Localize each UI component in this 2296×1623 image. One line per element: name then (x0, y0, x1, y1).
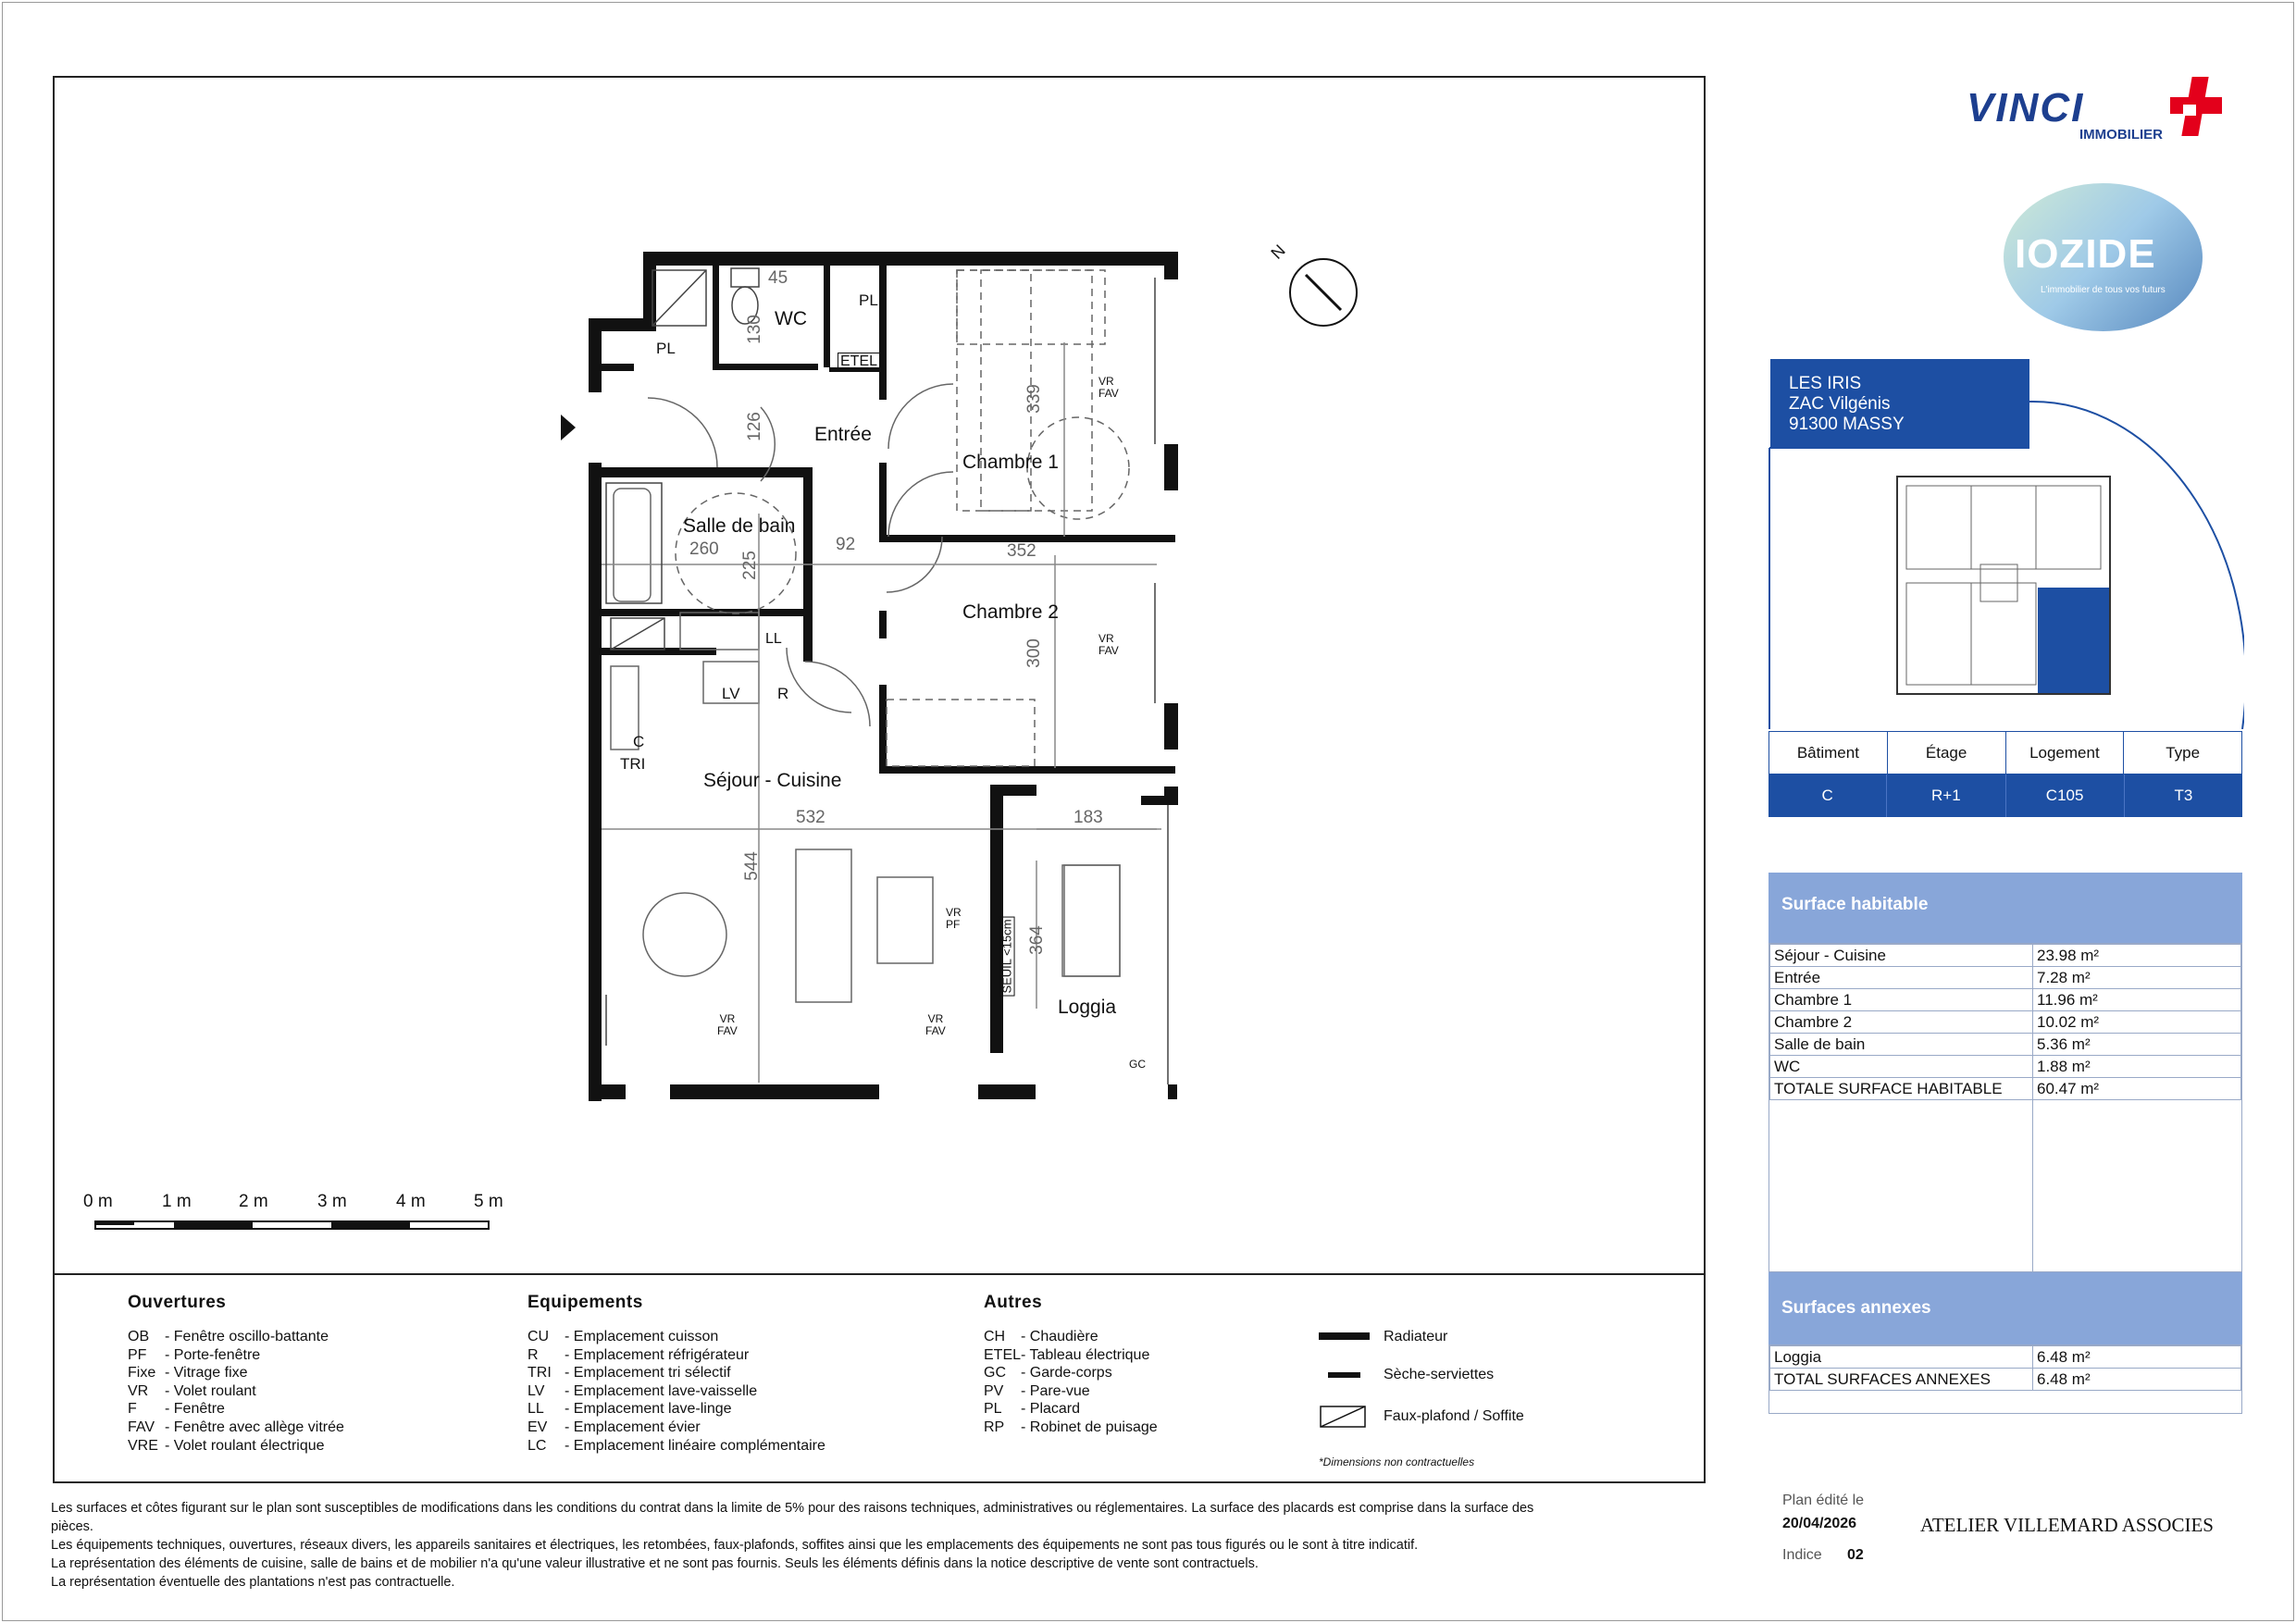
dim-260: 260 (689, 539, 719, 559)
legend-item (527, 1437, 825, 1456)
legend-autres (984, 1293, 1158, 1437)
legend-label: Fenêtre avec allège vitrée (173, 1419, 344, 1435)
legend-code: LC (527, 1437, 547, 1454)
legend-code: R (527, 1346, 539, 1363)
legend-item (527, 1400, 825, 1419)
legend-code: OB (128, 1329, 150, 1344)
legend-label: Volet roulant électrique (173, 1437, 325, 1454)
legend-label: Emplacement linéaire complémentaire (573, 1437, 825, 1454)
scale-5: 5 m (474, 1192, 503, 1211)
legend-code: GC (984, 1365, 1006, 1381)
legend-code: LV (527, 1382, 545, 1399)
surface-value: 1.88 m² (2033, 1056, 2241, 1078)
legend-code: CU (527, 1329, 550, 1344)
legend-label: Emplacement tri sélectif (573, 1365, 731, 1381)
legend-separator: - (1021, 1346, 1030, 1363)
disclaimer-line: Les surfaces et côtes figurant sur le plan sont susceptibles de modifications dans les conditions du contrat dans la limite de 5% pour des raisons techniques, administratives ou réglementaires. La surface des placards est comprise dans la surface des pièces. (51, 1501, 1534, 1534)
program-logo-tagline: L'immobilier de tous vos futurs (2041, 285, 2166, 295)
surface-value: 6.48 m² (2033, 1346, 2241, 1369)
scale-2: 2 m (239, 1192, 268, 1211)
legend-item (128, 1382, 344, 1401)
legend-ouvertures (128, 1293, 344, 1455)
surface-label: Chambre 2 (1770, 1011, 2033, 1034)
vr-tag-south1: VR FAV (717, 1012, 738, 1037)
plan-date: 20/04/2026 (1782, 1516, 1857, 1531)
gc-label: GC (1129, 1058, 1146, 1071)
dim-339: 339 (1024, 384, 1044, 414)
surface-label: Chambre 1 (1770, 989, 2033, 1011)
surface-label: Entrée (1770, 967, 2033, 989)
legend-label: Robinet de puisage (1029, 1419, 1158, 1435)
legend-separator: - (565, 1437, 574, 1454)
indice-label: Indice (1782, 1547, 1822, 1563)
legend-label: Volet roulant (173, 1382, 256, 1399)
scale-1: 1 m (162, 1192, 192, 1211)
surface-value: 7.28 m² (2033, 967, 2241, 989)
info-value-type: T3 (2174, 787, 2193, 804)
legend-item (984, 1346, 1158, 1365)
legend-separator: - (1021, 1365, 1030, 1381)
disclaimer-line: Les équipements techniques, ouvertures, réseaux divers, les appareils sanitaires et électriques, les retombées, faux-plafonds, soffites ainsi que les emplacements des équipements ne sont pas tous figurés ou le sont à titre indicatif. (51, 1538, 1419, 1553)
info-table (1769, 731, 2242, 817)
legend-separator: - (565, 1346, 574, 1363)
table-row (1770, 1011, 2241, 1034)
legend-separator: - (1021, 1401, 1030, 1418)
legend-label: Garde-corps (1029, 1365, 1112, 1381)
legend-label: Emplacement lave-vaisselle (573, 1382, 758, 1399)
disclaimer-line: La représentation des éléments de cuisine, salle de bains et de mobilier n'a qu'une valeur illustrative et ne sont pas fournis. Seuls les éléments définis dans la notice descriptive de vente sont contractuels. (51, 1556, 1259, 1571)
surface-habitable-table (1769, 943, 2242, 1272)
surface-label: Salle de bain (1770, 1034, 2033, 1056)
program-logo-text: IOZIDE (2015, 231, 2156, 277)
legend-separator: - (565, 1401, 574, 1418)
legend-faux-plafond: Faux-plafond / Soffite (1384, 1408, 1524, 1424)
room-chambre2: Chambre 2 (962, 601, 1059, 623)
vinci-cross-icon (2170, 77, 2226, 142)
address-line1: LES IRIS (1789, 374, 1862, 393)
dim-364: 364 (1026, 925, 1047, 955)
legend-code: FAV (128, 1419, 155, 1435)
etel-label: ETEL (838, 353, 880, 371)
indice-value: 02 (1847, 1547, 1864, 1563)
info-header-logement: Logement (2006, 732, 2125, 774)
surface-label: Séjour - Cuisine (1770, 945, 2033, 967)
dim-126: 126 (744, 412, 764, 441)
surface-label: WC (1770, 1056, 2033, 1078)
table-row (1770, 1078, 2241, 1100)
legend-label: Tableau électrique (1029, 1346, 1150, 1363)
scale-0: 0 m (83, 1192, 113, 1211)
vr-tag-ch2: VR FAV (1098, 632, 1119, 657)
legend-code: F (128, 1401, 137, 1418)
legend-separator: - (1021, 1419, 1030, 1435)
address-line3: 91300 MASSY (1789, 415, 1905, 434)
legend-item (527, 1364, 825, 1382)
legend-separator: - (565, 1365, 574, 1381)
dim-225: 225 (739, 551, 760, 580)
surfaces-annexes-table (1769, 1344, 2242, 1414)
legend-item (527, 1382, 825, 1401)
legend-separator: - (165, 1437, 174, 1454)
scale-3: 3 m (317, 1192, 347, 1211)
dim-300: 300 (1024, 638, 1044, 668)
legend-equipements (527, 1293, 825, 1455)
info-value-batiment: C (1769, 774, 1887, 817)
dim-45: 45 (768, 268, 788, 288)
legend-item (128, 1419, 344, 1437)
legend-label: Pare-vue (1029, 1382, 1090, 1399)
surface-value: 60.47 m² (2033, 1078, 2241, 1100)
legend-ouvertures-title: Ouvertures (128, 1293, 227, 1312)
surface-value: 6.48 m² (2033, 1369, 2241, 1391)
r-label: R (777, 685, 789, 702)
disclaimer-line: La représentation éventuelle des plantations n'est pas contractuelle. (51, 1575, 455, 1590)
legend-seche: Sèche-serviettes (1384, 1367, 1495, 1382)
legend-code: PV (984, 1382, 1004, 1399)
plan-edite-label: Plan édité le (1782, 1493, 1865, 1508)
ll-label: LL (765, 631, 782, 647)
legend-code: PL (984, 1401, 1002, 1418)
table-row (1770, 1369, 2241, 1391)
table-row (1770, 989, 2241, 1011)
surfaces-annexes-header: Surfaces annexes (1769, 1272, 2242, 1344)
legend-code: TRI (527, 1365, 552, 1381)
info-value-logement: C105 (2006, 774, 2125, 817)
room-sejour: Séjour - Cuisine (703, 770, 842, 791)
scale-4: 4 m (396, 1192, 426, 1211)
legend-radiateur: Radiateur (1384, 1329, 1448, 1344)
legend-item (128, 1346, 344, 1365)
legend-separator: - (165, 1365, 174, 1381)
legend-label: Vitrage fixe (173, 1365, 248, 1381)
legend-item (128, 1437, 344, 1456)
legend-code: PF (128, 1346, 147, 1363)
surface-label: TOTAL SURFACES ANNEXES (1770, 1369, 2033, 1391)
legend-separator: - (165, 1346, 174, 1363)
legend-separator: - (1021, 1382, 1030, 1399)
legend-separator: - (565, 1382, 574, 1399)
vr-tag-south2: VR FAV (925, 1012, 946, 1037)
vinci-logo-sub: IMMOBILIER (2079, 127, 2163, 142)
lv-label: LV (722, 685, 740, 702)
room-wc: WC (775, 308, 807, 329)
table-row (1770, 1034, 2241, 1056)
legend-item (527, 1346, 825, 1365)
legend-code: RP (984, 1419, 1005, 1435)
program-logo (2004, 183, 2203, 331)
legend-label: Emplacement réfrigérateur (573, 1346, 750, 1363)
surface-value: 10.02 m² (2033, 1011, 2241, 1034)
legend-item (128, 1328, 344, 1346)
legend-item (984, 1382, 1158, 1401)
seuil-label: SEUIL <15cm (999, 916, 1015, 996)
surface-habitable-header: Surface habitable (1769, 873, 2242, 943)
legend-separator: - (1021, 1329, 1030, 1344)
table-row (1770, 1056, 2241, 1078)
legend-item (984, 1419, 1158, 1437)
vinci-logo (1967, 85, 2235, 153)
legend-separator: - (165, 1419, 174, 1435)
legend-item (984, 1400, 1158, 1419)
legend-label: Fenêtre (173, 1401, 225, 1418)
surface-label: Loggia (1770, 1346, 2033, 1369)
legend-label: Emplacement cuisson (573, 1329, 719, 1344)
architect-name: ATELIER VILLEMARD ASSOCIES (1920, 1514, 2214, 1536)
surface-value: 5.36 m² (2033, 1034, 2241, 1056)
legend-code: CH (984, 1329, 1006, 1344)
dim-544: 544 (741, 851, 762, 881)
c-label: C (633, 733, 645, 750)
dim-532: 532 (796, 808, 825, 827)
legend-code: EV (527, 1419, 548, 1435)
surface-label: TOTALE SURFACE HABITABLE (1770, 1078, 2033, 1100)
legend-code: LL (527, 1401, 544, 1418)
key-plan-frame (1768, 359, 2244, 729)
info-header-type: Type (2166, 744, 2201, 762)
legend-separator: - (565, 1419, 574, 1435)
table-row (1770, 967, 2241, 989)
legend-item (128, 1400, 344, 1419)
vr-tag-ch1: VR FAV (1098, 375, 1119, 400)
legend-item (527, 1328, 825, 1346)
legend-label: Emplacement évier (573, 1419, 701, 1435)
legend-label: Fenêtre oscillo-battante (173, 1329, 329, 1344)
legend-item (984, 1328, 1158, 1346)
legend-note: *Dimensions non contractuelles (1319, 1456, 1475, 1468)
legend-item (128, 1364, 344, 1382)
dim-130: 130 (744, 315, 764, 344)
legend-label: Chaudière (1029, 1329, 1098, 1344)
address-line2: ZAC Vilgénis (1789, 394, 1891, 414)
legend-label: Emplacement lave-linge (573, 1401, 732, 1418)
legend-code: VRE (128, 1437, 158, 1454)
legend-code: ETEL (984, 1346, 1022, 1363)
vr-tag-loggia: VR PF (946, 906, 962, 931)
legend-code: VR (128, 1382, 149, 1399)
legend-equipements-title: Equipements (527, 1293, 643, 1312)
legend-separator: - (165, 1401, 174, 1418)
room-chambre1: Chambre 1 (962, 452, 1059, 473)
legend-item (984, 1364, 1158, 1382)
room-entree: Entrée (814, 424, 872, 445)
room-loggia: Loggia (1058, 997, 1117, 1018)
disclaimer (51, 1499, 1550, 1592)
legend-label: Placard (1029, 1401, 1081, 1418)
info-header-batiment: Bâtiment (1769, 732, 1888, 774)
vinci-logo-text: VINCI (1967, 85, 2085, 130)
surface-value: 23.98 m² (2033, 945, 2241, 967)
legend-separator: - (165, 1329, 174, 1344)
surface-value: 11.96 m² (2033, 989, 2241, 1011)
pl-left: PL (656, 340, 676, 357)
dim-92: 92 (836, 535, 856, 554)
legend-separator: - (165, 1382, 174, 1399)
legend-item (527, 1419, 825, 1437)
legend-autres-title: Autres (984, 1293, 1043, 1312)
legend-separator: - (565, 1329, 574, 1344)
legend-label: Porte-fenêtre (173, 1346, 261, 1363)
table-row (1770, 945, 2241, 967)
tri-label: TRI (620, 755, 646, 773)
dim-183: 183 (1074, 808, 1103, 827)
table-row (1770, 1346, 2241, 1369)
pl-top: PL (859, 291, 878, 309)
legend-code: Fixe (128, 1365, 156, 1381)
info-header-etage: Étage (1888, 732, 2006, 774)
north-label: N (1267, 241, 1289, 263)
room-sdb: Salle de bain (683, 515, 796, 537)
dim-352: 352 (1007, 541, 1036, 561)
info-value-etage: R+1 (1887, 774, 2005, 817)
